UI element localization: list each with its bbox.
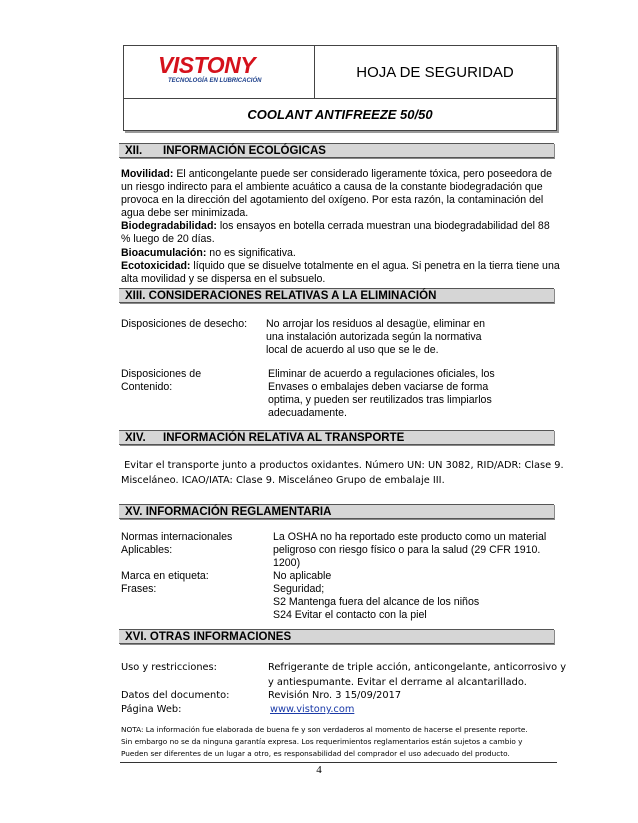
section-number: XV. <box>125 506 143 518</box>
footer-divider <box>120 762 557 763</box>
section-title: INFORMACIÓN ECOLÓGICAS <box>163 145 326 157</box>
contenido-label-line: Contenido: <box>121 381 173 394</box>
section-number: XII. <box>125 145 143 157</box>
page-number: 4 <box>316 764 322 776</box>
uso-value <box>268 660 568 690</box>
section-number: XIII. <box>125 290 146 302</box>
desecho-line: una instalación autorizada según la normativa <box>266 331 482 344</box>
bioacumulacion-label: Bioacumulación: <box>121 246 207 259</box>
web-label: Página Web: <box>121 704 182 715</box>
transport-line: Misceláneo. ICAO/IATA: Clase 9. Misceláneo Grupo de embalaje III. <box>121 475 445 486</box>
contenido-line: Envases o embalajes deben vaciarse de forma <box>268 381 489 394</box>
normas-line: 1200) <box>273 557 301 570</box>
normas-label <box>121 531 232 557</box>
normas-label-line: Normas internacionales <box>121 531 233 543</box>
normas-line: peligroso con riesgo físico o para la salud (29 CFR 1910. <box>273 544 541 557</box>
transport-line: Evitar el transporte junto a productos oxidantes. Número UN: UN 3082, RID/ADR: Clase 9. <box>121 460 564 471</box>
datos-label: Datos del documento: <box>121 690 230 701</box>
biodegradabilidad-text: los ensayos en botella cerrada muestran una biodegradabilidad del 88 % luego de 20 días. <box>121 220 550 246</box>
section-title: XVI. OTRAS INFORMACIONES <box>125 631 292 643</box>
contenido-line: optima, y pueden ser reutilizados tras limpiarlos <box>268 394 492 407</box>
contenido-line: adecuadamente. <box>268 407 347 420</box>
section-header-xiv <box>119 430 554 445</box>
contenido-value <box>268 368 495 420</box>
frases-line: S2 Mantenga fuera del alcance de los niños <box>273 596 480 609</box>
ecotoxicidad-text: líquido que se disuelve totalmente en el agua. Si penetra en la tierra tiene una alta movilidad y se dispersa en el subsuelo. <box>121 259 560 285</box>
logo-wordmark: VISTONY <box>158 52 256 78</box>
normas-label-line: Aplicables: <box>121 544 173 557</box>
frases-line: Seguridad; <box>273 583 325 595</box>
uso-label: Uso y restricciones: <box>121 662 217 673</box>
document-title: HOJA DE SEGURIDAD <box>356 63 514 81</box>
logo-tagline: TECNOLOGÍA EN LUBRICACIÓN <box>168 78 262 84</box>
contenido-line: Eliminar de acuerdo a regulaciones oficiales, los <box>268 368 495 380</box>
uso-line: Refrigerante de triple acción, anticongelante, anticorrosivo y <box>268 662 567 673</box>
section-title: INFORMACIÓN RELATIVA AL TRANSPORTE <box>163 432 405 444</box>
transport-info-text <box>121 458 564 488</box>
note-line: Pueden ser diferentes de un lugar a otro, es responsabilidad del comprador el uso adecuado del producto. <box>121 749 510 759</box>
frases-label: Frases: <box>121 583 157 595</box>
disclaimer-note <box>121 724 561 761</box>
bioacumulacion-text: no es significativa. <box>206 246 296 259</box>
contenido-label <box>121 368 201 394</box>
ecotoxicidad-label: Ecotoxicidad: <box>121 259 191 272</box>
movilidad-text: El anticongelante puede ser considerado ligeramente tóxica, pero poseedora de un riesgo indirecto para el ambiente acuático a causa de la constante biodegradación que provoca en la dirección del agotamiento del oxígeno. Por esta razón, la contaminación del agua debe ser minimizada. <box>121 168 553 220</box>
section-header-xiii <box>119 288 554 303</box>
desecho-line: local de acuerdo al uso que se le de. <box>266 344 439 357</box>
contenido-label-line: Disposiciones de <box>121 368 202 380</box>
ecological-info-text <box>121 168 561 286</box>
movilidad-label: Movilidad: <box>121 168 174 180</box>
desecho-label: Disposiciones de desecho: <box>121 318 248 330</box>
desecho-value <box>266 318 485 357</box>
frases-line: S24 Evitar el contacto con la piel <box>273 609 427 622</box>
note-line: NOTA: La información fue elaborada de buena fe y son verdaderos al momento de hacerse el presente reporte. <box>121 725 528 734</box>
product-name: COOLANT ANTIFREEZE 50/50 <box>247 107 433 122</box>
vistony-logo <box>158 54 278 84</box>
marca-value: No aplicable <box>273 570 332 582</box>
marca-label: Marca en etiqueta: <box>121 570 209 582</box>
uso-line: y antiespumante. Evitar el derrame al alcantarillado. <box>268 677 527 688</box>
section-header-xii <box>119 143 554 158</box>
section-title: INFORMACIÓN REGLAMENTARIA <box>145 506 332 518</box>
note-line: Sin embargo no se da ninguna garantía expresa. Los requerimientos reglamentarios están sujetos a cambio y <box>121 737 523 747</box>
section-header-xv <box>119 504 554 519</box>
normas-line: La OSHA no ha reportado este producto como un material <box>273 531 547 543</box>
document-header <box>123 45 557 131</box>
section-number: XIV. <box>125 432 146 444</box>
website-link[interactable]: www.vistony.com <box>270 704 355 715</box>
biodegradabilidad-label: Biodegradabilidad: <box>121 220 217 233</box>
section-title: CONSIDERACIONES RELATIVAS A LA ELIMINACIÓN <box>148 290 437 302</box>
frases-value <box>273 583 479 622</box>
desecho-line: No arrojar los residuos al desagüe, eliminar en <box>266 318 486 330</box>
normas-value <box>273 531 546 570</box>
section-header-xvi <box>119 629 554 644</box>
revision-value: Revisión Nro. 3 15/09/2017 <box>268 690 402 701</box>
